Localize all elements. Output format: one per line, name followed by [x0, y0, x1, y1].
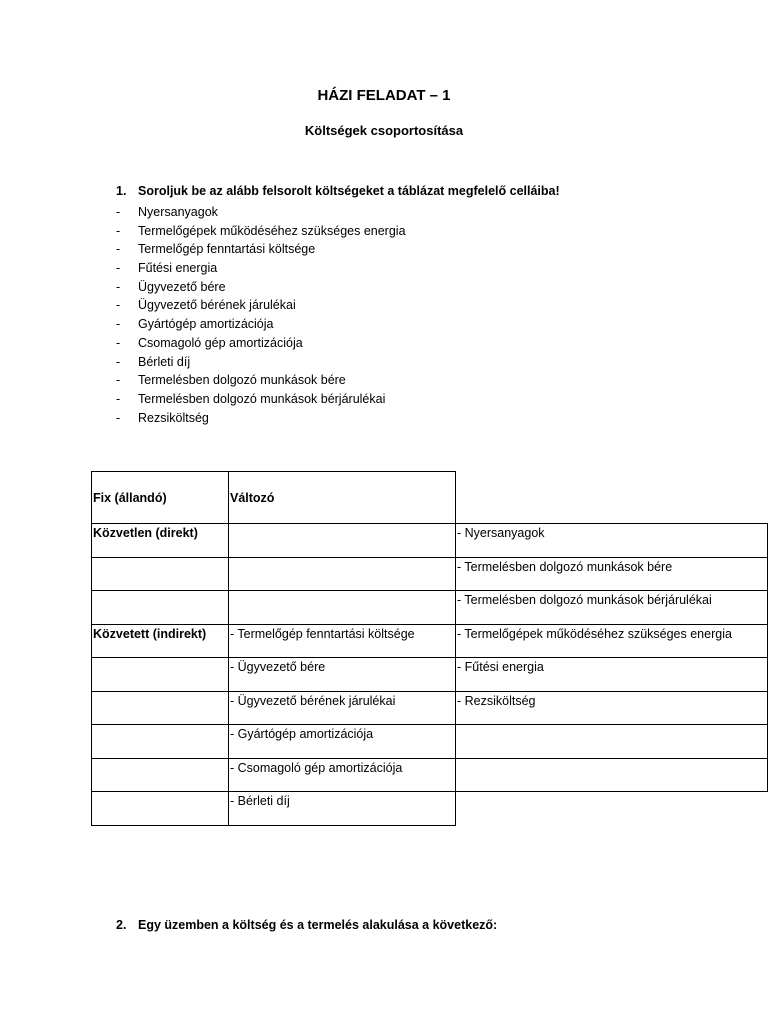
list-item [116, 259, 406, 278]
table-cell [229, 591, 456, 625]
table-cell: - Termelésben dolgozó munkások bérjárulékai [456, 591, 768, 625]
list-item-text: Termelésben dolgozó munkások bére [138, 373, 346, 388]
table-cell: Közvetlen (direkt) [92, 524, 229, 558]
header-fix: Fix (állandó) [92, 472, 229, 524]
table-cell [92, 758, 229, 792]
list-bullet: - [116, 298, 121, 313]
table-cell [92, 591, 229, 625]
question-1-text: Soroljuk be az alább felsorolt költségeket a táblázat megfelelő celláiba! [138, 184, 560, 198]
list-item-text: Termelőgépek működéséhez szükséges energia [138, 223, 406, 238]
list-bullet: - [116, 279, 121, 294]
question-2-text: Egy üzemben a költség és a termelés alakulása a következő: [138, 918, 498, 932]
list-bullet: - [116, 335, 121, 350]
list-item [116, 334, 406, 353]
table-cell [229, 524, 456, 558]
list-item [116, 371, 406, 390]
table-cell [456, 758, 768, 792]
table-cell: - Termelőgépek működéséhez szükséges energia [456, 624, 768, 658]
list-bullet: - [116, 317, 121, 332]
table-row [92, 691, 768, 725]
table-cell: - Termelésben dolgozó munkások bére [456, 557, 768, 591]
list-item-text: Nyersanyagok [138, 205, 218, 219]
list-item [116, 278, 406, 297]
table-cell: - Ügyvezető bére [229, 658, 456, 692]
table-cell [456, 725, 768, 759]
list-item-text: Termelőgép fenntartási költsége [138, 242, 316, 257]
table-cell: - Termelőgép fenntartási költsége [229, 624, 456, 658]
table-row [92, 524, 768, 558]
list-item [116, 222, 406, 241]
table-cell: - Nyersanyagok [456, 524, 768, 558]
table-cell: - Ügyvezető bérének járulékai [229, 691, 456, 725]
list-bullet: - [116, 242, 121, 257]
list-item [116, 409, 406, 428]
list-item [116, 315, 406, 334]
table-row [92, 792, 768, 826]
table-row [92, 658, 768, 692]
table-row [92, 758, 768, 792]
table-header-row [92, 472, 768, 524]
table-cell: - Csomagoló gép amortizációja [229, 758, 456, 792]
list-bullet: - [116, 205, 121, 219]
list-item-text: Rezsiköltség [138, 410, 209, 425]
list-item-text: Bérleti díj [138, 354, 191, 369]
question-2-number: 2. [116, 918, 127, 932]
page-subtitle: Költségek csoportosítása [304, 123, 464, 138]
list-item-text: Fűtési energia [138, 261, 218, 276]
list-bullet: - [116, 354, 121, 369]
list-bullet: - [116, 410, 121, 425]
question-2 [116, 918, 497, 932]
list-bullet: - [116, 261, 121, 276]
page-title: HÁZI FELADAT – 1 [317, 87, 451, 104]
table-row [92, 725, 768, 759]
list-item-text: Ügyvezető bére [138, 279, 226, 294]
table-row [92, 624, 768, 658]
list-item [116, 240, 406, 259]
table-cell [92, 725, 229, 759]
list-item [116, 296, 406, 315]
table-cell [229, 557, 456, 591]
cost-list [116, 203, 406, 427]
table-cell: Közvetett (indirekt) [92, 624, 229, 658]
list-item-text: Gyártógép amortizációja [138, 317, 274, 332]
table-row [92, 591, 768, 625]
cost-classification-table [91, 471, 768, 826]
table-cell [92, 792, 229, 826]
table-row [92, 557, 768, 591]
table-cell: - Gyártógép amortizációja [229, 725, 456, 759]
table-cell: - Fűtési energia [456, 658, 768, 692]
list-bullet: - [116, 391, 121, 406]
list-item-text: Csomagoló gép amortizációja [138, 335, 303, 350]
list-item-text: Ügyvezető bérének járulékai [138, 298, 296, 313]
list-item [116, 203, 406, 222]
table-cell: - Bérleti díj [229, 792, 456, 826]
list-item [116, 353, 406, 372]
header-empty [456, 472, 768, 524]
table-cell: - Rezsiköltség [456, 691, 768, 725]
list-item-text: Termelésben dolgozó munkások bérjárulékai [138, 391, 386, 406]
header-variable: Változó [229, 472, 456, 524]
list-item [116, 390, 406, 409]
list-bullet: - [116, 373, 121, 388]
table-cell [456, 792, 768, 826]
question-1 [116, 184, 560, 198]
table-cell [92, 691, 229, 725]
list-bullet: - [116, 223, 121, 238]
table-cell [92, 658, 229, 692]
question-1-number: 1. [116, 184, 127, 198]
table-cell [92, 557, 229, 591]
